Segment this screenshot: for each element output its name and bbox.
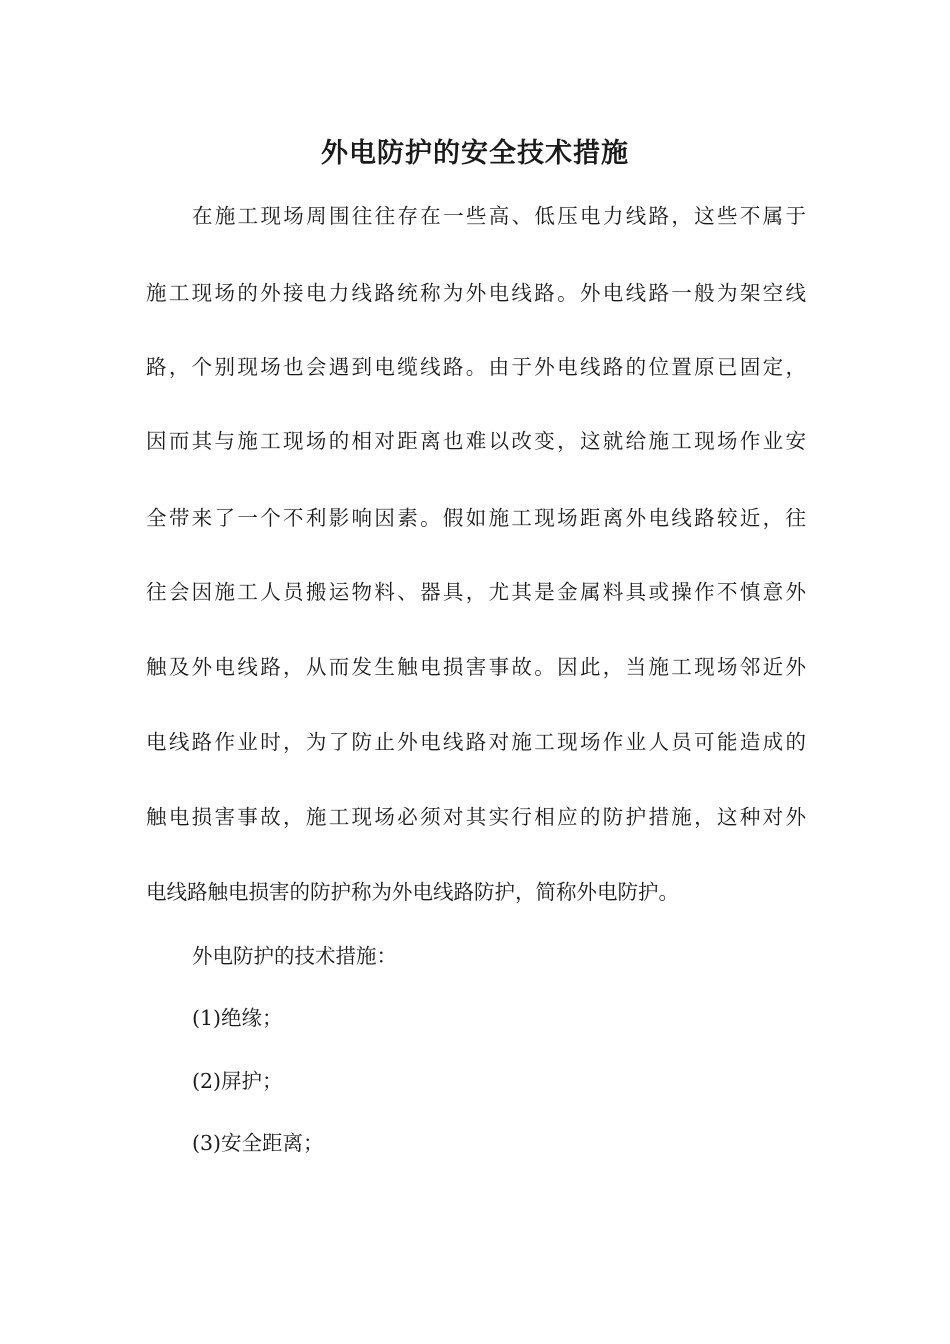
paragraph-line: 因而其与施工现场的相对距离也难以改变，这就给施工现场作业安 (146, 429, 806, 453)
paragraph-line: 施工现场的外接电力线路统称为外电线路。外电线路一般为架空线 (146, 281, 806, 305)
measures-heading: 外电防护的技术措施： (192, 944, 397, 968)
paragraph-line: 路，个别现场也会遇到电缆线路。由于外电线路的位置原已固定， (146, 355, 806, 379)
measure-item: (1)绝缘； (192, 1006, 283, 1030)
paragraph-line: 在施工现场周围往往存在一些高、低压电力线路，这些不属于 (192, 204, 806, 228)
measure-item: (2)屏护； (192, 1069, 283, 1093)
measure-item: (3)安全距离； (192, 1131, 324, 1155)
paragraph-line: 往会因施工人员搬运物料、器具，尤其是金属料具或操作不慎意外 (146, 580, 806, 604)
paragraph-line: 电线路触电损害的防护称为外电线路防护，简称外电防护。 (146, 880, 679, 904)
paragraph-line: 电线路作业时，为了防止外电线路对施工现场作业人员可能造成的 (146, 730, 806, 754)
paragraph-line: 触电损害事故，施工现场必须对其实行相应的防护措施，这种对外 (146, 805, 806, 829)
paragraph-line: 触及外电线路，从而发生触电损害事故。因此，当施工现场邻近外 (146, 655, 806, 679)
paragraph-line: 全带来了一个不利影响因素。假如施工现场距离外电线路较近，往 (146, 506, 806, 530)
document-title: 外电防护的安全技术措施 (321, 138, 629, 169)
